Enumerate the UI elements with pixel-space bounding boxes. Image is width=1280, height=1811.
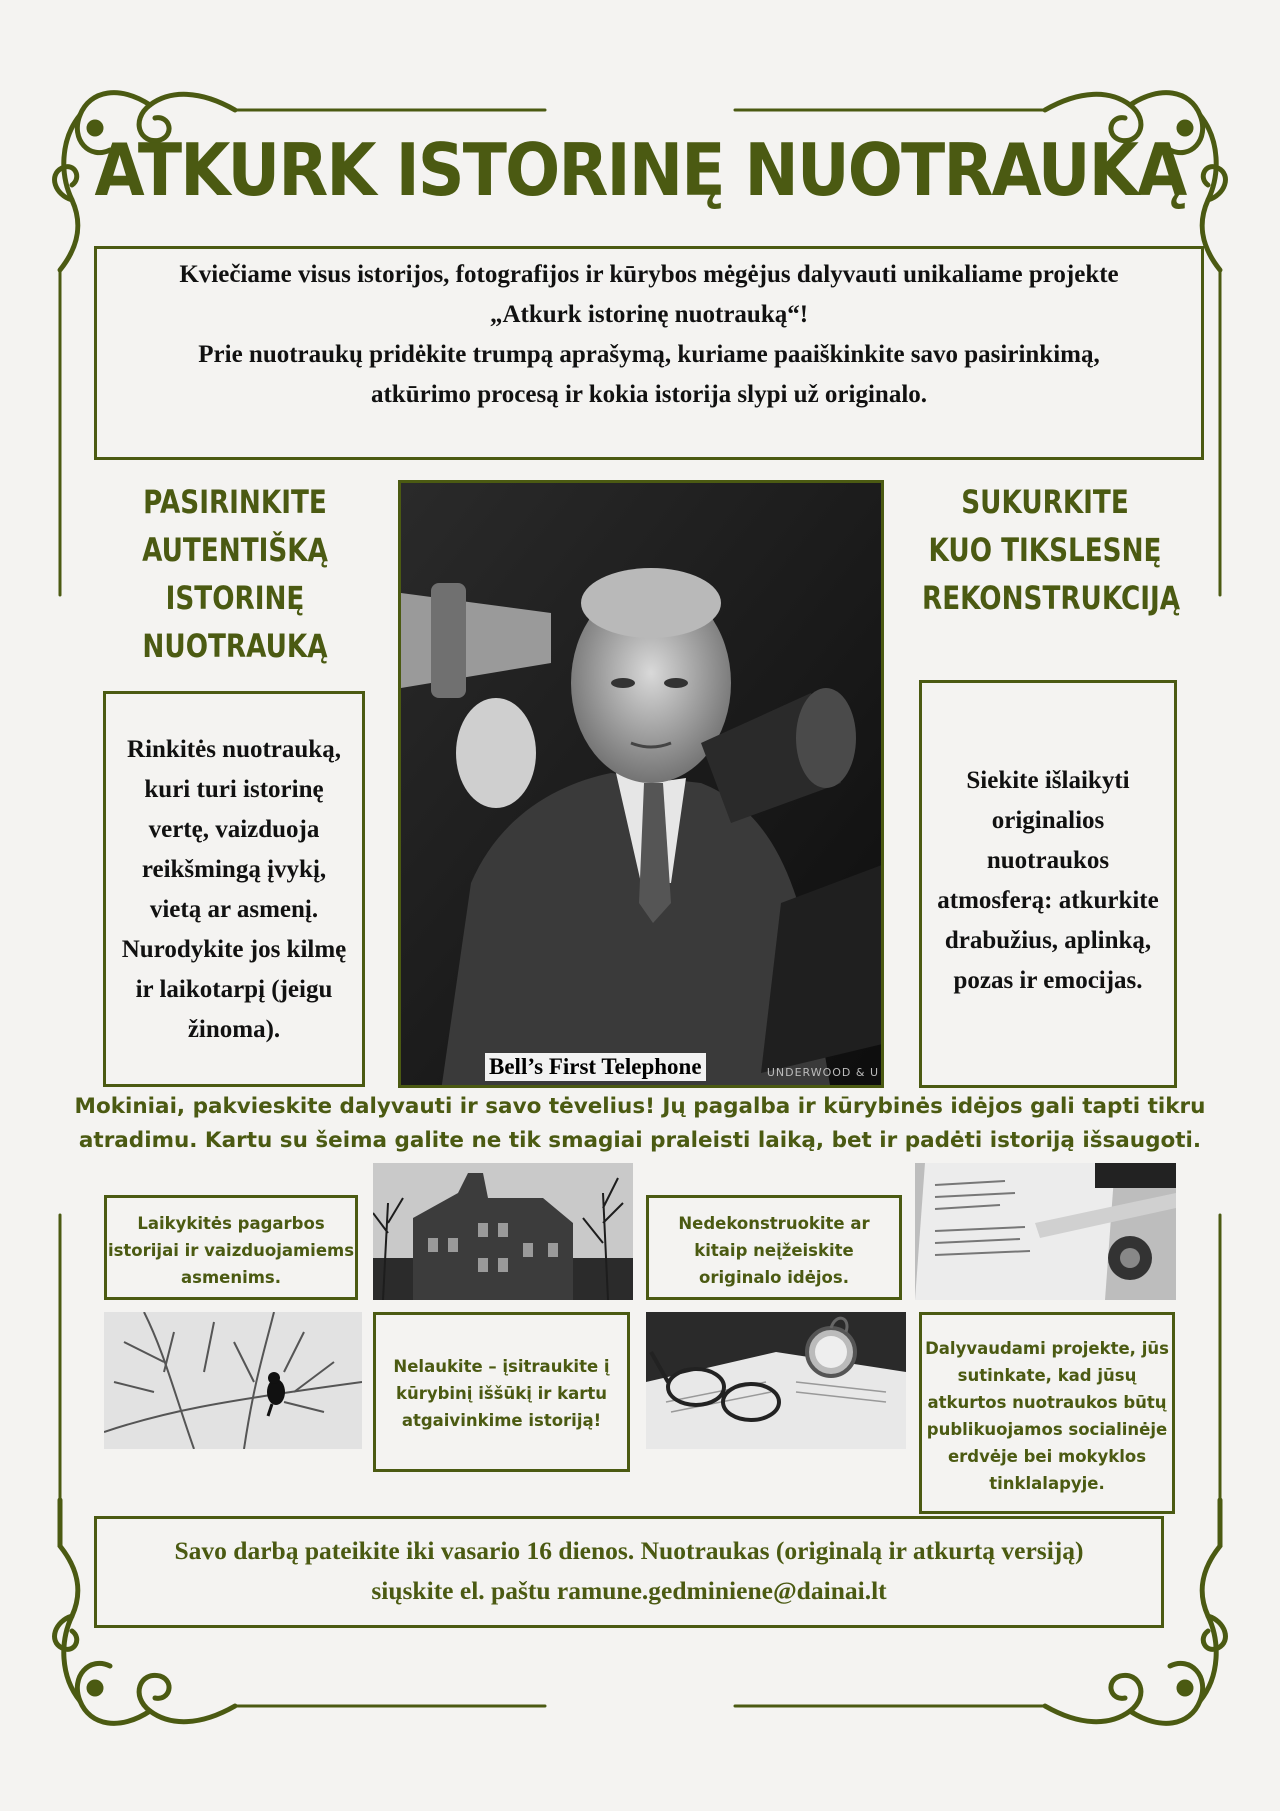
rule-line: Laikykitės pagarbos bbox=[137, 1214, 325, 1233]
page-title: ATKURK ISTORINĘ NUOTRAUKĄ bbox=[94, 128, 1186, 212]
photo-caption: Bell’s First Telephone bbox=[485, 1053, 706, 1081]
rule-line: tinklalapyje. bbox=[989, 1474, 1105, 1493]
rule-line: erdvėje bei mokyklos bbox=[947, 1447, 1147, 1466]
rule-line: atgaivinkime istoriją! bbox=[401, 1411, 602, 1430]
rule-line: publikuojamos socialinėje bbox=[926, 1420, 1168, 1439]
left-text-box bbox=[103, 691, 365, 1087]
right-text bbox=[922, 683, 1174, 1001]
rule-line: kūrybinį iššūkį ir kartu bbox=[395, 1384, 608, 1403]
rule-line: Dalyvaudami projekte, jūs bbox=[925, 1339, 1169, 1358]
submission-email-line[interactable]: siųskite el. paštu ramune.gedminiene@dainai.lt bbox=[371, 1576, 887, 1605]
right-heading-line: SUKURKITE bbox=[961, 483, 1129, 521]
rule-line: originalo idėjos. bbox=[699, 1268, 849, 1287]
rule-respect-box bbox=[104, 1195, 358, 1300]
intro-line: „Atkurk istorinę nuotrauką“! bbox=[489, 301, 809, 328]
rule-no-deconstruct-box bbox=[646, 1195, 902, 1300]
family-line: Mokiniai, pakvieskite dalyvauti ir savo tėvelius! Jų pagalba ir kūrybinės idėjos gali tapti tikru bbox=[74, 1094, 1206, 1119]
rule-line: atkurtos nuotraukos būtų bbox=[927, 1393, 1167, 1412]
left-text-line: vertę, vaizduoja bbox=[148, 816, 320, 843]
rule-line: Nedekonstruokite ar bbox=[678, 1214, 870, 1233]
submission-text bbox=[97, 1519, 1161, 1611]
glasses-watch-photo bbox=[646, 1312, 906, 1449]
right-heading-line: REKONSTRUKCIJĄ bbox=[922, 579, 1181, 617]
rule-line: Nelaukite – įsitraukite į bbox=[393, 1357, 610, 1376]
left-text-line: kuri turi istorinę bbox=[144, 776, 324, 803]
photo-credit: UNDERWOOD & U bbox=[766, 1066, 879, 1079]
left-heading bbox=[124, 478, 345, 670]
intro-line: atkūrimo procesą ir kokia istorija slypi už originalo. bbox=[370, 381, 928, 408]
family-invitation bbox=[40, 1090, 1240, 1158]
right-text-line: nuotraukos bbox=[986, 847, 1110, 874]
submission-box bbox=[94, 1516, 1164, 1628]
right-text-line: originalios bbox=[991, 807, 1105, 834]
rule-line: istorijai ir vaizduojamiems bbox=[107, 1241, 355, 1260]
right-text-line: pozas ir emocijas. bbox=[953, 967, 1143, 994]
intro-box bbox=[94, 246, 1204, 460]
intro-line: Prie nuotraukų pridėkite trumpą aprašymą, kuriame paaiškinkite savo pasirinkimą, bbox=[198, 341, 1100, 368]
left-text-line: reikšmingą įvykį, bbox=[141, 856, 327, 883]
right-text-line: drabužius, aplinką, bbox=[944, 927, 1152, 954]
right-heading bbox=[922, 478, 1181, 622]
right-text-box bbox=[919, 680, 1177, 1088]
left-text bbox=[106, 694, 362, 1050]
left-heading-line: PASIRINKITE bbox=[143, 483, 327, 521]
typewriter-photo bbox=[915, 1163, 1176, 1300]
rule-line: asmenims. bbox=[180, 1268, 282, 1287]
rule-join-box bbox=[373, 1312, 630, 1472]
intro-text bbox=[97, 249, 1201, 415]
right-heading-line: KUO TIKSLESNĘ bbox=[928, 531, 1162, 569]
left-heading-line: ISTORINĘ bbox=[165, 579, 305, 617]
telephone-portrait-image bbox=[401, 483, 884, 1088]
mansion-photo bbox=[373, 1163, 633, 1300]
right-text-line: atmosferą: atkurkite bbox=[937, 887, 1159, 914]
left-text-line: žinoma). bbox=[187, 1016, 281, 1043]
rule-line: kitaip neįžeiskite bbox=[694, 1241, 854, 1260]
family-line: atradimu. Kartu su šeima galite ne tik smagiai praleisti laiką, bet ir padėti istoriją išsaugoti. bbox=[78, 1128, 1202, 1153]
bird-photo bbox=[104, 1312, 362, 1449]
rule-consent-box bbox=[919, 1312, 1175, 1514]
left-heading-line: NUOTRAUKĄ bbox=[142, 627, 328, 665]
main-photo bbox=[398, 480, 884, 1088]
left-text-line: Rinkitės nuotrauką, bbox=[127, 736, 341, 763]
intro-line: Kviečiame visus istorijos, fotografijos ir kūrybos mėgėjus dalyvauti unikaliame projekte bbox=[179, 261, 1119, 288]
left-text-line: vietą ar asmenį. bbox=[149, 896, 319, 923]
left-text-line: ir laikotarpį (jeigu bbox=[135, 976, 333, 1003]
right-text-line: Siekite išlaikyti bbox=[966, 767, 1130, 794]
rule-line: sutinkate, kad jūsų bbox=[957, 1366, 1137, 1385]
left-heading-line: AUTENTIŠKĄ bbox=[142, 531, 328, 569]
left-text-line: Nurodykite jos kilmę bbox=[121, 936, 347, 963]
submission-line: Savo darbą pateikite iki vasario 16 dienos. Nuotraukas (originalą ir atkurtą versiją) bbox=[174, 1536, 1084, 1565]
